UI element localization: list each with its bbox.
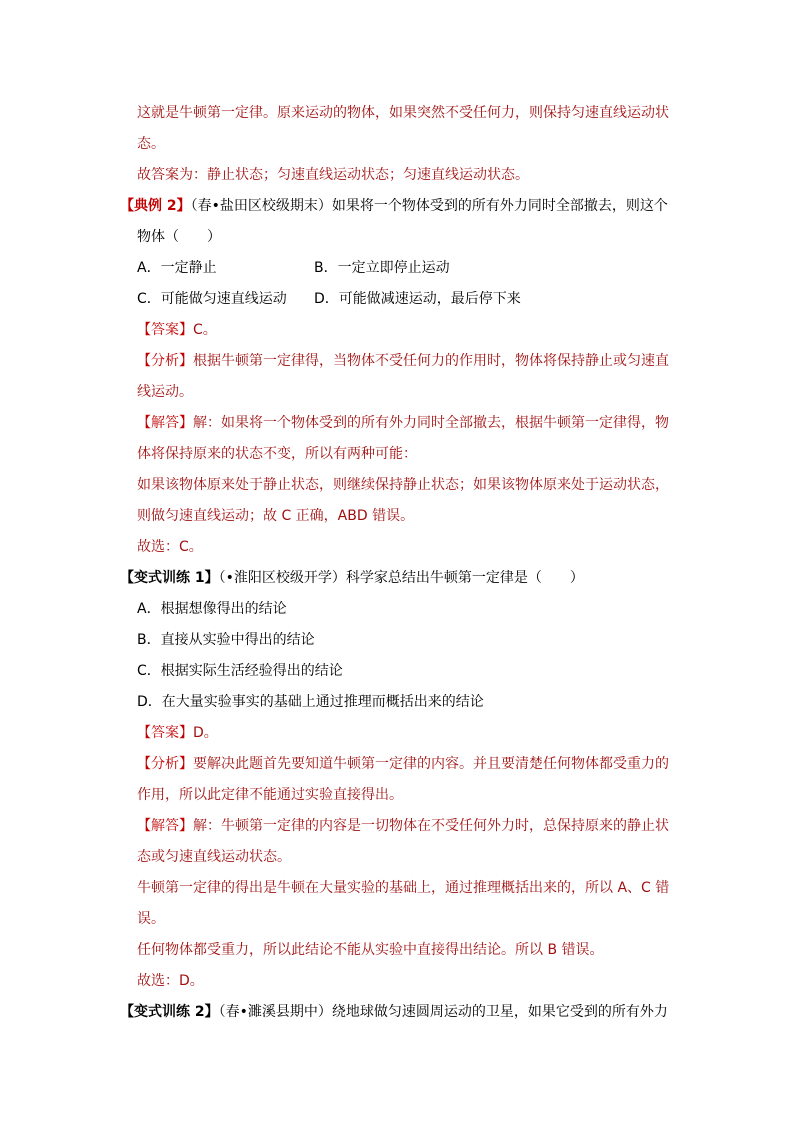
- training1-option-a: A．根据想像得出的结论: [137, 601, 287, 617]
- example2-option-b: B．一定立即停止运动: [314, 260, 450, 276]
- prev-answer-line: 故答案为：静止状态；匀速直线运动状态；匀速直线运动状态。: [137, 167, 529, 183]
- example2-options-row-2: [137, 289, 677, 309]
- training2-question-text: 绕地球做匀速圆周运动的卫星，如果它受到的所有外力: [331, 1004, 668, 1020]
- example2-option-c: C．可能做匀速直线运动: [137, 291, 287, 307]
- training1-solution-text: 解：牛顿第一定律的内容是一切物体在不受任何外力时，总保持原来的静止状: [193, 818, 669, 834]
- training1-solution-line-2: 态或匀速直线运动状态。: [137, 849, 291, 865]
- example2-answer-line: [137, 320, 217, 340]
- example2-answer-tag: 【答案】: [137, 322, 193, 338]
- training1-analysis-line-1: [137, 754, 669, 774]
- training1-option-b: B．直接从实验中得出的结论: [137, 632, 315, 648]
- training1-source: （•淮阳区校级开学）: [218, 570, 346, 586]
- prev-analysis-line-2: 态。: [137, 136, 165, 152]
- training1-question-line: [120, 568, 584, 588]
- example2-solution-text: 解：如果将一个物体受到的所有外力同时全部撤去，根据牛顿第一定律得，物: [193, 415, 669, 431]
- training1-analysis-line-2: 作用，所以此定律不能通过实验直接得出。: [137, 787, 403, 803]
- example2-option-a: A．一定静止: [137, 260, 217, 276]
- training1-solution-tag: 【解答】: [137, 818, 193, 834]
- example2-solution-line-4: 则做匀速直线运动；故 C 正确，ABD 错误。: [137, 508, 415, 524]
- example2-choice-line: 故选：C。: [137, 539, 203, 555]
- training1-answer: D。: [193, 725, 218, 741]
- training1-answer-tag: 【答案】: [137, 725, 193, 741]
- example2-solution-tag: 【解答】: [137, 415, 193, 431]
- example2-question-text: 如果将一个物体受到的所有外力同时全部撤去，则这个: [331, 198, 668, 214]
- training1-solution-line-5: 任何物体都受重力，所以此结论不能从实验中直接得出结论。所以 B 错误。: [137, 942, 604, 958]
- example2-options-row-1: [137, 258, 677, 278]
- training1-option-d: D．在大量实验事实的基础上通过推理而概括出来的结论: [137, 694, 484, 710]
- example2-solution-line-1: [137, 413, 669, 433]
- example2-solution-line-2: 体将保持原来的状态不变，所以有两种可能：: [137, 446, 417, 462]
- training1-option-c: C．根据实际生活经验得出的结论: [137, 663, 343, 679]
- example2-analysis-line-1: [137, 351, 669, 371]
- training1-analysis-tag: 【分析】: [137, 756, 193, 772]
- training1-solution-line-1: [137, 816, 669, 836]
- example2-analysis-line-2: 线运动。: [137, 384, 193, 400]
- example2-answer: C。: [193, 322, 217, 338]
- example2-solution-line-3: 如果该物体原来处于静止状态，则继续保持静止状态；如果该物体原来处于运动状态，: [137, 477, 669, 493]
- training1-solution-line-3: 牛顿第一定律的得出是牛顿在大量实验的基础上，通过推理概括出来的，所以 A、C 错: [137, 880, 670, 896]
- example2-question-line-1: [120, 196, 668, 216]
- training2-tag: 【变式训练 2】: [120, 1004, 219, 1020]
- training2-source: （春•濉溪县期中）: [218, 1004, 332, 1020]
- training1-question-text: 科学家总结出牛顿第一定律是（ ）: [345, 570, 584, 586]
- example2-option-d: D．可能做减速运动，最后停下来: [314, 291, 521, 307]
- training1-choice-line: 故选：D。: [137, 973, 204, 989]
- example2-source: （春•盐田区校级期末）: [190, 198, 332, 214]
- training1-answer-line: [137, 723, 218, 743]
- example2-analysis-tag: 【分析】: [137, 353, 193, 369]
- prev-analysis-line-1: 这就是牛顿第一定律。原来运动的物体，如果突然不受任何力，则保持匀速直线运动状: [137, 105, 669, 121]
- training2-question-line: [120, 1002, 668, 1022]
- training1-analysis-text: 要解决此题首先要知道牛顿第一定律的内容。并且要清楚任何物体都受重力的: [193, 756, 669, 772]
- example2-tag: 【典例 2】: [120, 198, 191, 214]
- example2-analysis-text: 根据牛顿第一定律得，当物体不受任何力的作用时，物体将保持静止或匀速直: [193, 353, 669, 369]
- training1-solution-line-4: 误。: [137, 911, 165, 927]
- training1-tag: 【变式训练 1】: [120, 570, 219, 586]
- example2-question-line-2: 物体（ ）: [137, 229, 221, 245]
